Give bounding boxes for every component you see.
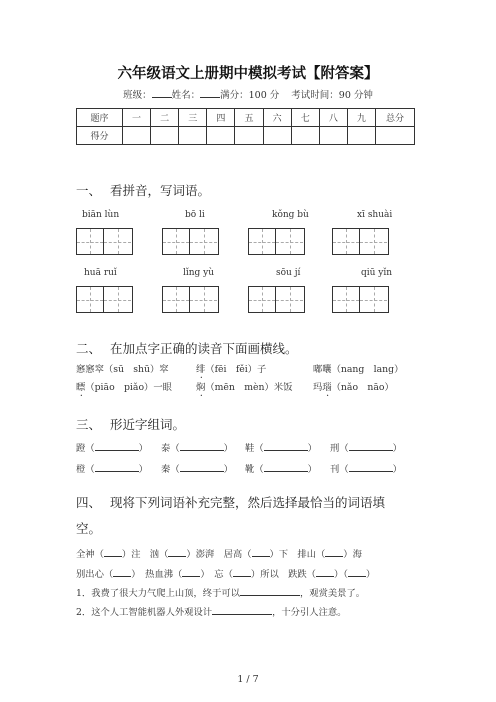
pinyin-label: biān lùn xyxy=(82,210,120,220)
writing-grid[interactable] xyxy=(76,228,133,255)
score-cell[interactable] xyxy=(291,127,319,145)
score-header-cell: 题序 xyxy=(77,109,123,127)
score-header-cell: 五 xyxy=(235,109,263,127)
answer-blank[interactable] xyxy=(180,461,224,472)
answer-blank[interactable] xyxy=(95,440,139,451)
answer-blank[interactable] xyxy=(252,546,270,557)
pinyin-label: xī shuài xyxy=(357,210,393,220)
score-cell[interactable] xyxy=(347,127,375,145)
idiom-line: 全神（ ）注 汹（ ）澎湃 居高（ ）下 排山（ ）海 xyxy=(76,546,362,560)
score-header-cell: 一 xyxy=(123,109,151,127)
word-item: 刊（ ） xyxy=(330,461,402,475)
score-header-cell: 六 xyxy=(263,109,291,127)
score-cell[interactable] xyxy=(151,127,179,145)
score-cell[interactable] xyxy=(376,127,415,145)
word-item: 泰（ ） xyxy=(161,440,233,454)
pinyin-label: bō li xyxy=(185,210,205,220)
answer-blank[interactable] xyxy=(104,546,122,557)
word-item: 蹬（ ） xyxy=(76,440,148,454)
full-score: 满分：100 分 xyxy=(220,90,280,101)
word-item: 靴（ ） xyxy=(245,461,317,475)
score-cell[interactable] xyxy=(179,127,207,145)
writing-grid[interactable] xyxy=(162,286,219,313)
score-header-cell: 总分 xyxy=(376,109,415,127)
score-table xyxy=(76,108,415,145)
section4-heading-cont: 空。 xyxy=(76,521,102,536)
score-header-cell: 三 xyxy=(179,109,207,127)
name-blank[interactable] xyxy=(200,88,220,98)
writing-grid[interactable] xyxy=(332,228,389,255)
dotted-char: 绯 xyxy=(196,364,206,375)
answer-blank[interactable] xyxy=(180,440,224,451)
section1-heading: 一、 看拼音，写词语。 xyxy=(76,183,211,198)
reading-item: 瞟（piāo piǎo）一眼 xyxy=(76,382,172,393)
name-label: 姓名： xyxy=(171,90,201,101)
score-table-header-row xyxy=(77,109,415,127)
answer-blank[interactable] xyxy=(113,566,131,577)
dotted-char: 瑙 xyxy=(322,382,332,393)
word-item: 刑（ ） xyxy=(330,440,402,454)
score-cell[interactable] xyxy=(319,127,347,145)
score-header-cell: 七 xyxy=(291,109,319,127)
class-label: 班级： xyxy=(123,90,152,101)
pinyin-label: qiū yǐn xyxy=(361,268,393,278)
reading-item: 玛瑙（nǎo nāo） xyxy=(313,382,394,393)
exam-title: 六年级语文上册期中模拟考试【附答案】 xyxy=(117,66,379,82)
answer-blank[interactable] xyxy=(348,566,366,577)
word-item: 秦（ ） xyxy=(161,461,233,475)
answer-blank[interactable] xyxy=(264,440,308,451)
pinyin-label: sōu jí xyxy=(276,268,301,278)
page-number: 1 / 7 xyxy=(237,674,259,685)
score-cell[interactable] xyxy=(263,127,291,145)
score-header-cell: 四 xyxy=(207,109,235,127)
exam-info-line xyxy=(0,87,496,101)
score-header-cell: 八 xyxy=(319,109,347,127)
dotted-char: 焖 xyxy=(196,382,206,393)
answer-blank[interactable] xyxy=(264,461,308,472)
writing-grid[interactable] xyxy=(248,286,305,313)
pinyin-label: huā ruǐ xyxy=(84,268,117,278)
pinyin-label: kǒng bù xyxy=(272,210,309,220)
reading-item: 焖（mēn mèn）米饭 xyxy=(196,382,293,393)
pinyin-label: lǐng yù xyxy=(183,268,215,278)
idiom-line: 别出心（ ） 热血沸（ ） 忘（ ）所以 跌跌（ ）（ ） xyxy=(76,566,375,580)
answer-blank[interactable] xyxy=(325,546,343,557)
answer-blank[interactable] xyxy=(95,461,139,472)
section4-heading: 四、 现将下列词语补充完整，然后选择最恰当的词语填 xyxy=(76,495,386,510)
score-cell[interactable] xyxy=(235,127,263,145)
writing-grid[interactable] xyxy=(248,228,305,255)
score-row-label: 得分 xyxy=(77,127,123,145)
word-item: 鞋（ ） xyxy=(245,440,317,454)
answer-blank[interactable] xyxy=(212,604,272,615)
score-header-cell: 二 xyxy=(151,109,179,127)
answer-blank[interactable] xyxy=(316,566,334,577)
section3-heading: 三、 形近字组词。 xyxy=(76,417,186,432)
answer-blank[interactable] xyxy=(240,585,300,596)
question-2: 2．这个人工智能机器人外观设计 ，十分引人注意。 xyxy=(76,604,346,618)
dotted-char: 瞟 xyxy=(76,382,86,393)
writing-grid[interactable] xyxy=(76,286,133,313)
writing-grid[interactable] xyxy=(162,228,219,255)
section2-heading: 二、 在加点字正确的读音下面画横线。 xyxy=(76,341,298,356)
score-table-score-row xyxy=(77,127,415,145)
answer-blank[interactable] xyxy=(349,461,393,472)
answer-blank[interactable] xyxy=(233,566,251,577)
reading-item: 窸窸窣（sū shū）窣 xyxy=(76,364,169,375)
answer-blank[interactable] xyxy=(182,566,200,577)
word-item: 橙（ ） xyxy=(76,461,148,475)
class-blank[interactable] xyxy=(152,88,172,98)
writing-grid[interactable] xyxy=(332,286,389,313)
reading-item: 嘟囔（nang lang） xyxy=(313,364,404,375)
score-cell[interactable] xyxy=(123,127,151,145)
answer-blank[interactable] xyxy=(168,546,186,557)
exam-time: 考试时间：90 分钟 xyxy=(291,90,373,101)
question-1: 1．我费了很大力气爬上山顶，终于可以 ，观赏美景了。 xyxy=(76,585,365,599)
score-header-cell: 九 xyxy=(347,109,375,127)
reading-item: 绯（fēi fěi）子 xyxy=(196,364,267,375)
score-cell[interactable] xyxy=(207,127,235,145)
answer-blank[interactable] xyxy=(349,440,393,451)
